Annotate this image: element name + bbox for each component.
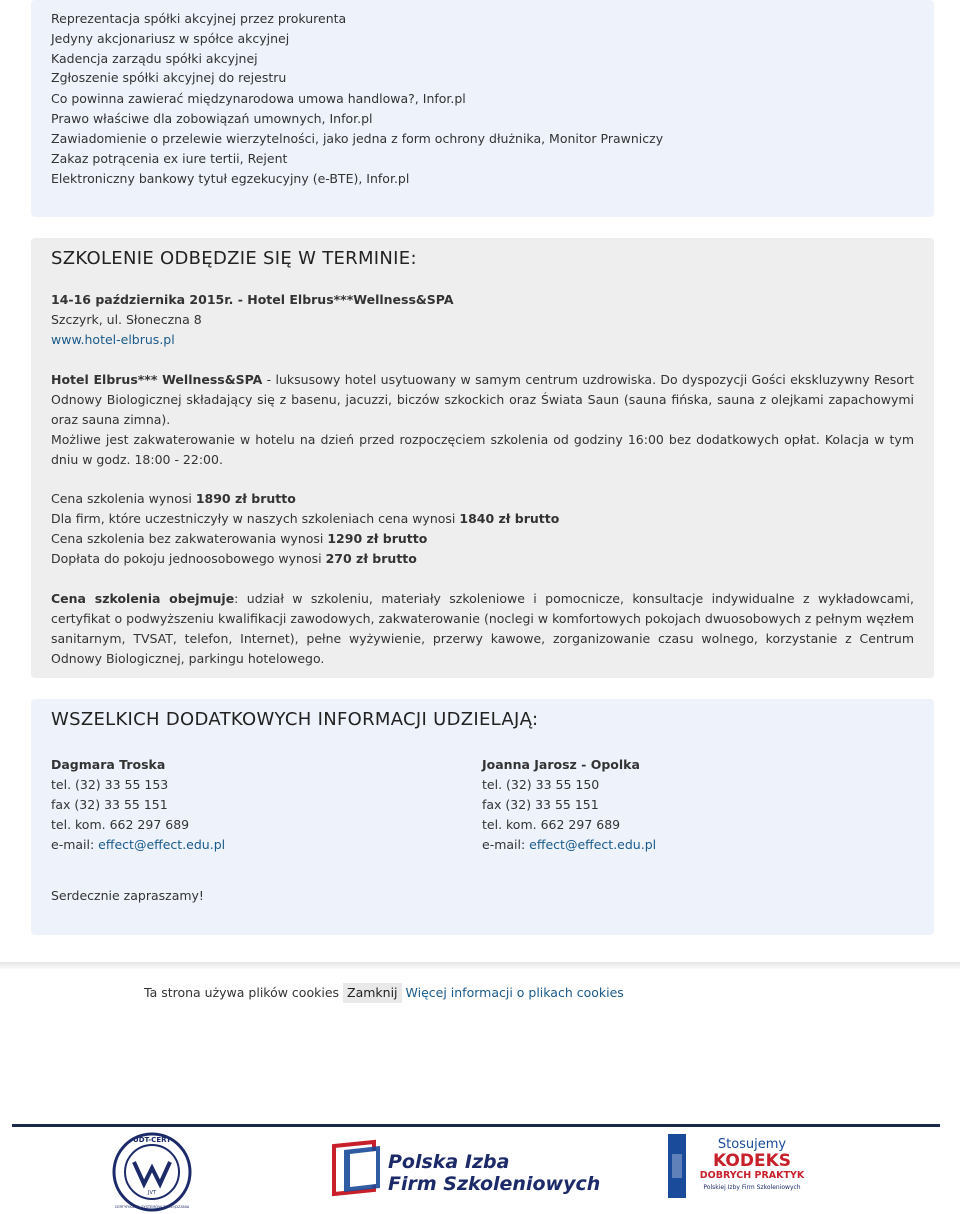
accommodation-info: Możliwe jest zakwaterowanie w hotelu na dzień przed rozpoczęciem szkolenia od godziny 16:00 bez dodatkowych opłat. Kolacja w tym dniu w godz. 18:00 - 22:00. [51,432,914,467]
contact-fax: fax (32) 33 55 151 [51,797,168,812]
kodeks-logo [668,1134,818,1198]
price-value: 1290 zł brutto [327,531,428,546]
email-link[interactable]: effect@effect.edu.pl [529,837,657,852]
contact-heading: WSZELKICH DODATKOWYCH INFORMACJI UDZIELAJĄ: [51,709,539,730]
cookie-close-button[interactable]: Zamknij [343,983,402,1003]
hotel-description [51,370,914,430]
term-heading: SZKOLENIE ODBĘDZIE SIĘ W TERMINIE: [51,248,417,269]
article-link[interactable]: Zakaz potrącenia ex iure tertii, Rejent [51,151,288,166]
price-value: 1840 zł brutto [459,511,560,526]
cookie-bar-shadow [0,962,960,970]
udt-ring-text: UDT-CERT [133,1136,171,1144]
article-link[interactable]: Zawiadomienie o przelewie wierzytelności, jako jedna z form ochrony dłużnika, Monitor Prawniczy [51,131,664,146]
pifs-line2: Firm Szkoleniowych [388,1173,601,1195]
contact-name: Joanna Jarosz - Opolka [482,757,640,772]
price-includes [51,589,914,669]
article-link[interactable]: Co powinna zawierać międzynarodowa umowa handlowa?, Infor.pl [51,91,466,106]
cookie-bar [144,983,624,1003]
pifs-line1: Polska Izba [388,1151,510,1173]
includes-text: : udział w szkoleniu, materiały szkoleniowe i pomocnicze, konsultacje indywidualne z wykładowcami, certyfikat o podwyższeniu kwalifikacji zawodowych, zakwaterowanie (noclegi w komfortowych pokojach dwuosobowych z pełnym węzłem sanitarnym, TVSAT, telefon, Internet), pełne wyżywienie, przerwy kawowe, zorganizowanie czasu wolnego, korzystanie z Centrum Odnowy Biologicznej, parkingu hotelowego. [51,591,914,666]
includes-label: Cena szkolenia obejmuje [51,591,235,606]
price-value: 270 zł brutto [325,551,417,566]
article-link[interactable]: Reprezentacja spółki akcyjnej przez prokurenta [51,11,347,26]
article-link[interactable]: Zgłoszenie spółki akcyjnej do rejestru [51,70,287,85]
kodeks-main: KODEKS [712,1151,792,1171]
hotel-name: Hotel Elbrus*** Wellness&SPA [51,372,263,387]
related-articles-panel [31,0,934,217]
kodeks-sub: DOBRYCH PRAKTYK [699,1170,805,1181]
date-venue: 14-16 października 2015r. - Hotel Elbrus***Wellness&SPA [51,292,454,307]
article-link[interactable]: Elektroniczny bankowy tytuł egzekucyjny (e-BTE), Infor.pl [51,171,410,186]
contact-person [51,755,225,855]
article-link[interactable]: Jedyny akcjonariusz w spółce akcyjnej [51,31,290,46]
email-link[interactable]: effect@effect.edu.pl [98,837,226,852]
cookie-text: Ta strona używa plików cookies [144,985,340,1000]
article-link[interactable]: Kadencja zarządu spółki akcyjnej [51,51,258,66]
address: Szczyrk, ul. Słoneczna 8 [51,312,202,327]
contact-mobile: tel. kom. 662 297 689 [51,817,190,832]
contact-name: Dagmara Troska [51,757,166,772]
contact-person [482,755,656,855]
price-line: Dopłata do pokoju jednoosobowego wynosi 270 zł brutto [51,551,417,566]
hotel-website-link[interactable]: www.hotel-elbrus.pl [51,332,175,347]
contact-fax: fax (32) 33 55 151 [482,797,599,812]
udt-cert-logo [112,1132,192,1212]
contact-mobile: tel. kom. 662 297 689 [482,817,621,832]
footer-divider [12,1124,940,1127]
udt-bottom-text: CERTYFIKACJA SYSTEMÓW ZARZĄDZANIA [114,1205,190,1209]
kodeks-top: Stosujemy [717,1137,787,1152]
hotel-desc-text: - luksusowy hotel usytuowany w samym centrum uzdrowiska. Do dyspozycji Gości ekskluzywny Resort Odnowy Biologicznej składający się z basenu, jacuzzi, biczów szkockich oraz Świata Saun (sauna fińska, sauna z olejkami zapachowymi oraz sauna zimna). [51,372,914,427]
contact-tel: tel. (32) 33 55 153 [51,777,169,792]
cookie-more-link[interactable]: Więcej informacji o plikach cookies [405,985,624,1000]
price-line: Cena szkolenia bez zakwaterowania wynosi 1290 zł brutto [51,531,428,546]
contact-email-row: e-mail: effect@effect.edu.pl [482,837,657,852]
article-link[interactable]: Prawo właściwe dla zobowiązań umownych, Infor.pl [51,111,373,126]
price-line: Cena szkolenia wynosi 1890 zł brutto [51,491,296,506]
udt-mark: JVT [148,1190,156,1196]
kodeks-small: Polskiej Izby Firm Szkoleniowych [703,1184,801,1191]
price-value: 1890 zł brutto [195,491,296,506]
price-line: Dla firm, które uczestniczyły w naszych szkoleniach cena wynosi 1840 zł brutto [51,511,560,526]
term-panel [31,238,934,678]
contact-panel [31,699,934,935]
closing-text: Serdecznie zapraszamy! [51,888,204,903]
contact-tel: tel. (32) 33 55 150 [482,777,600,792]
contact-email-row: e-mail: effect@effect.edu.pl [51,837,226,852]
pifs-logo [330,1138,601,1198]
